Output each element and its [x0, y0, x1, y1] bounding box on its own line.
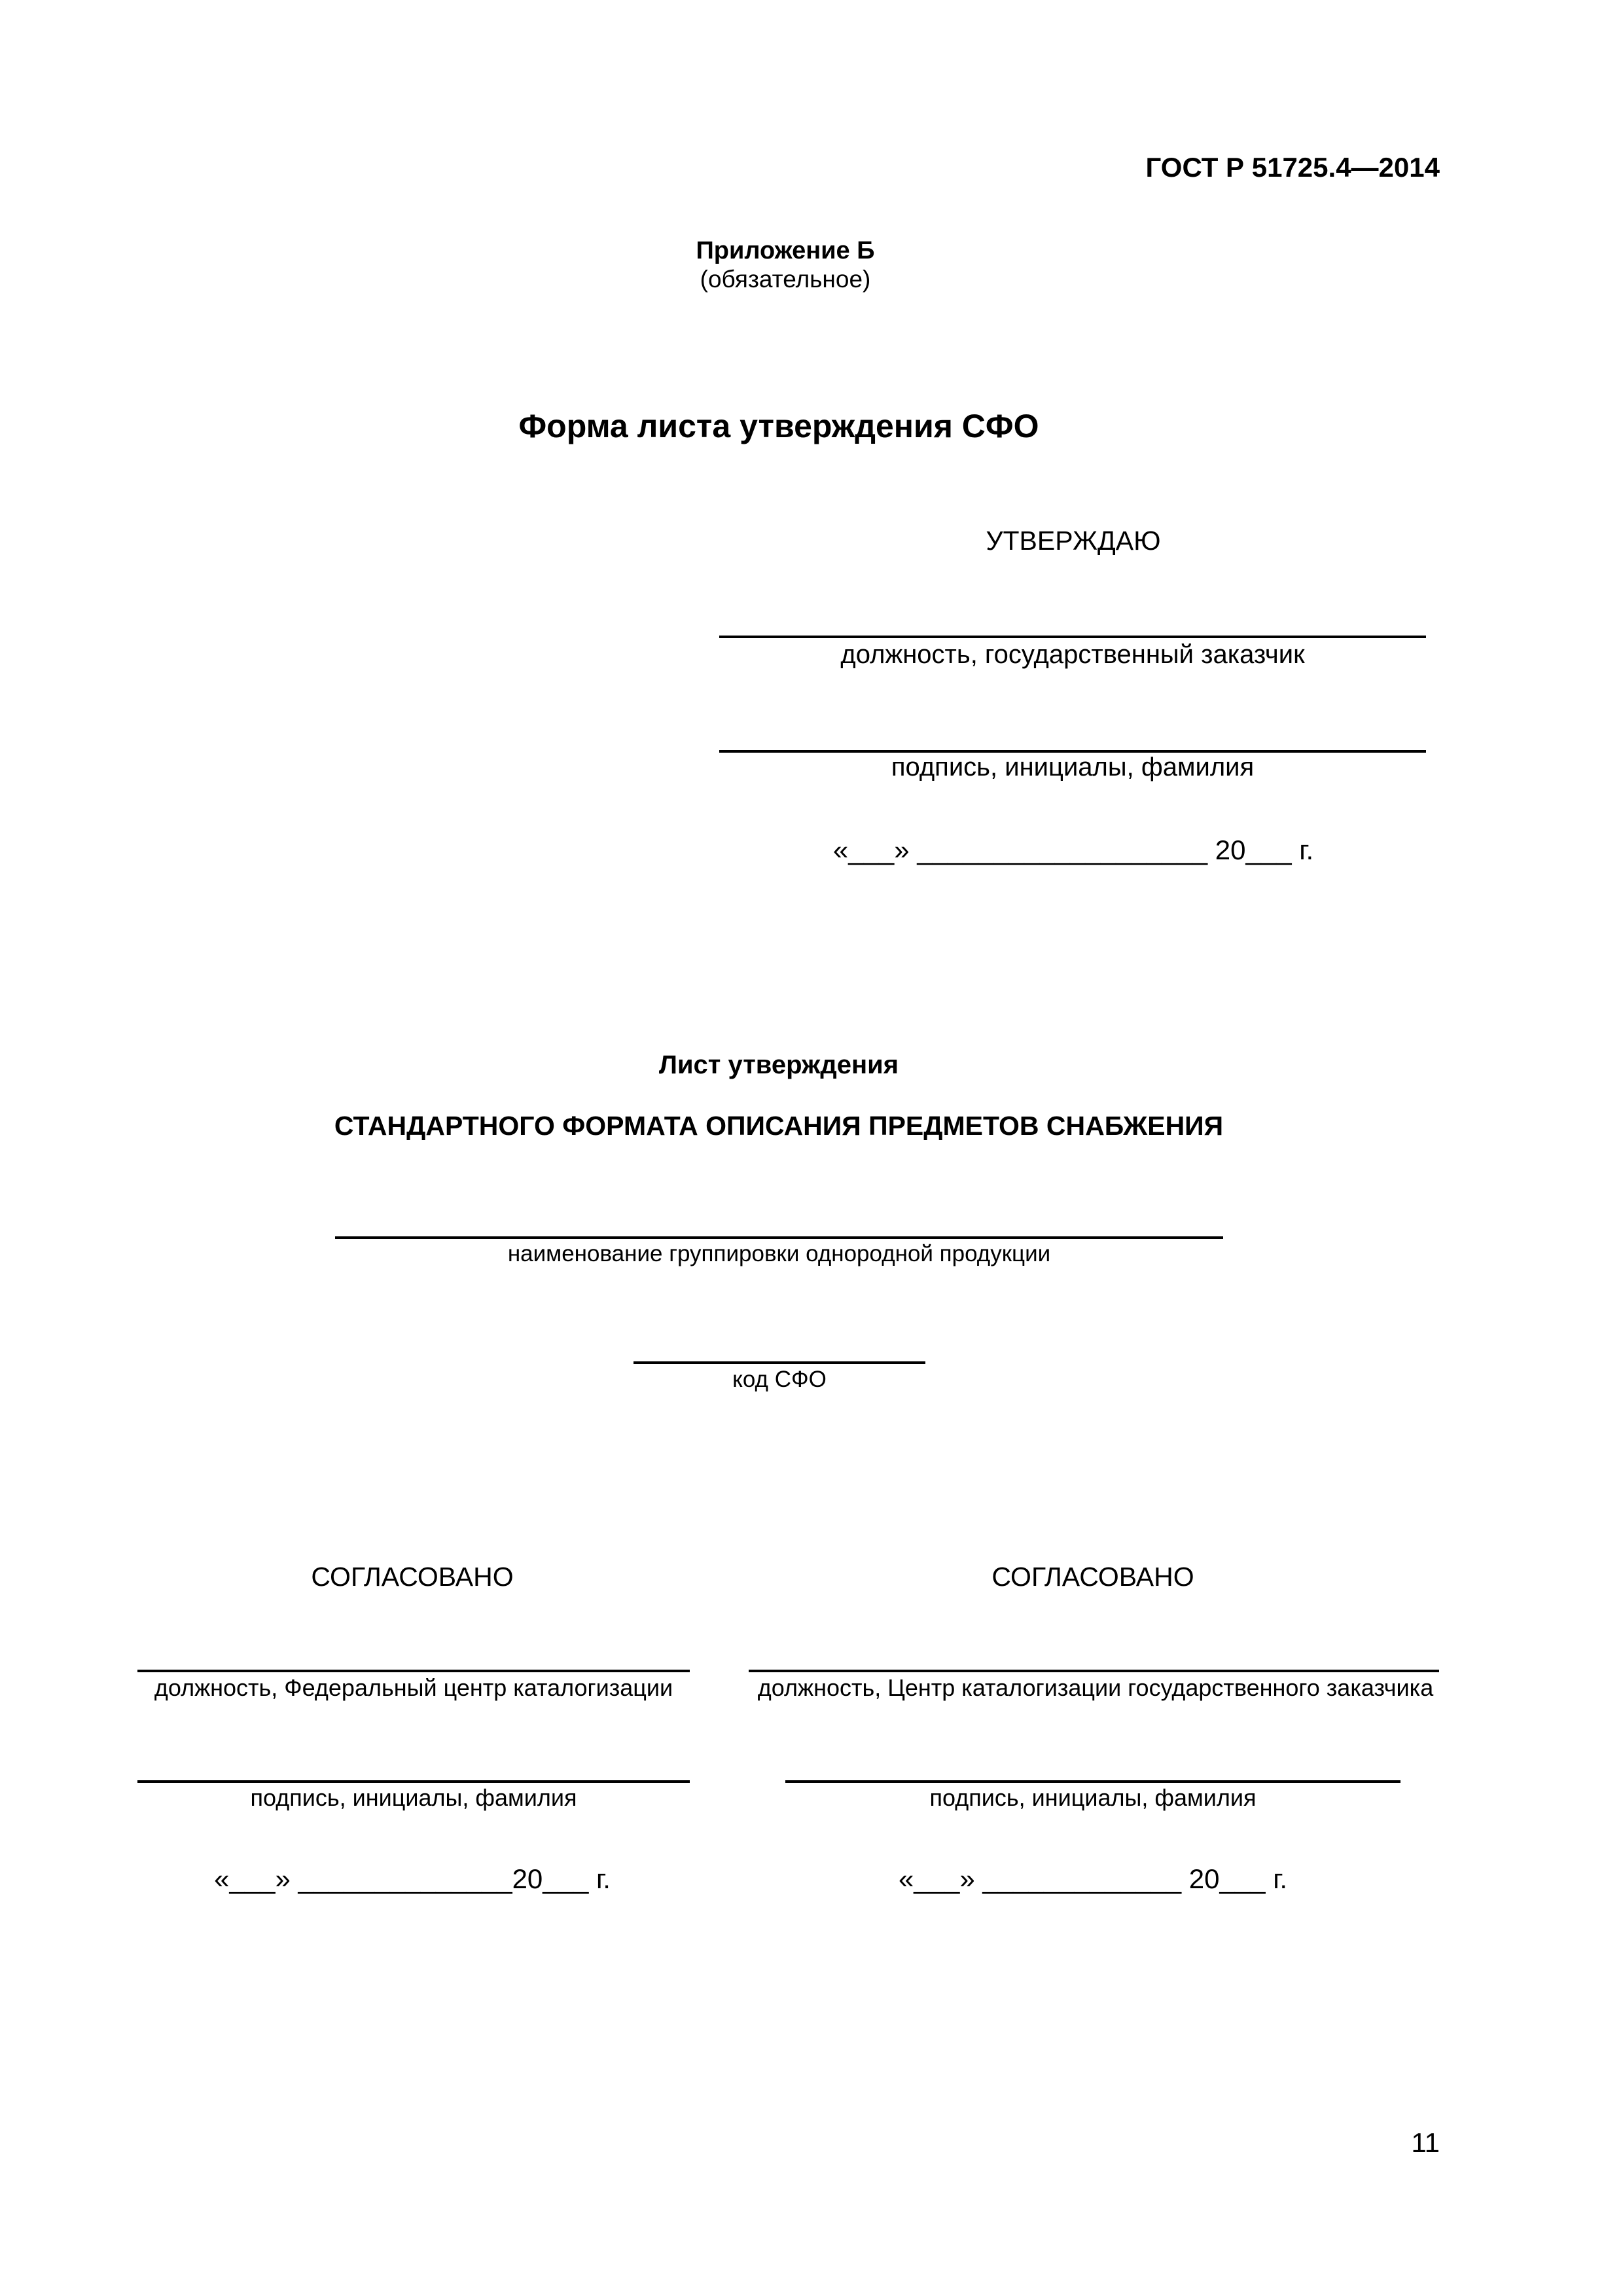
appendix-title: Приложение Б [696, 237, 875, 264]
approval-signature-caption: подпись, инициалы, фамилия [891, 753, 1255, 781]
sheet-title: Лист утверждения [658, 1050, 899, 1079]
agreed-left-signature-line [137, 1780, 690, 1783]
agreed-right-date-line: «___» _____________ 20___ г. [898, 1863, 1288, 1894]
code-caption: код СФО [732, 1367, 827, 1392]
standard-code: ГОСТ Р 51725.4—2014 [1145, 152, 1440, 183]
page-number: 11 [1411, 2127, 1440, 2158]
group-name-line [335, 1236, 1223, 1239]
agreed-right-position-caption: должность, Центр каталогизации государственного заказчика [757, 1674, 1434, 1701]
approval-date-line: «___» ___________________ 20___ г. [832, 834, 1314, 865]
appendix-status: (обязательное) [700, 266, 871, 293]
agreed-right-signature-caption: подпись, инициалы, фамилия [929, 1784, 1257, 1811]
agreed-left-signature-caption: подпись, инициалы, фамилия [250, 1784, 577, 1811]
agreed-right-signature-line [785, 1780, 1400, 1783]
approval-heading: УТВЕРЖДАЮ [986, 526, 1161, 556]
approval-position-line [719, 636, 1426, 638]
agreed-right-heading: СОГЛАСОВАНО [991, 1562, 1194, 1592]
sheet-subtitle: СТАНДАРТНОГО ФОРМАТА ОПИСАНИЯ ПРЕДМЕТОВ СНАБЖЕНИЯ [334, 1111, 1224, 1141]
agreed-left-position-line [137, 1670, 690, 1672]
group-name-caption: наименование группировки однородной продукции [507, 1241, 1051, 1266]
form-title: Форма листа утверждения СФО [518, 408, 1039, 444]
code-line [633, 1361, 925, 1364]
agreed-left-position-caption: должность, Федеральный центр каталогизации [154, 1674, 673, 1701]
agreed-right-position-line [749, 1670, 1439, 1672]
agreed-left-heading: СОГЛАСОВАНО [311, 1562, 514, 1592]
approval-position-caption: должность, государственный заказчик [840, 640, 1305, 669]
agreed-left-date-line: «___» ______________20___ г. [214, 1863, 611, 1894]
